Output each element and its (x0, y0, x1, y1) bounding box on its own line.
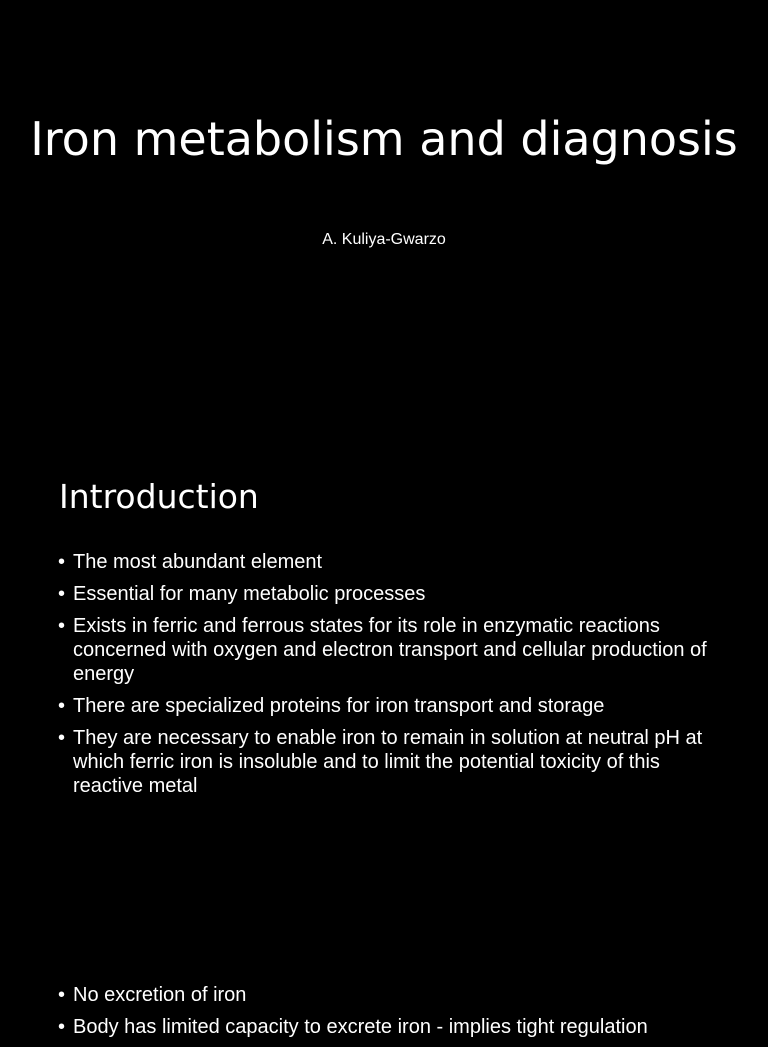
bullet-item (58, 1015, 708, 1039)
bullet-text: There are specialized proteins for iron transport and storage (73, 695, 605, 717)
bullet-item (58, 694, 708, 718)
bullet-text: Body has limited capacity to excrete iron - implies tight regulation (73, 1016, 648, 1038)
bullet-icon: • (58, 1016, 66, 1038)
bullet-icon: • (58, 984, 66, 1006)
bullet-text: No excretion of iron (73, 984, 247, 1006)
bullet-text: Essential for many metabolic processes (73, 583, 426, 605)
bullet-list (58, 983, 708, 1047)
bullet-icon: • (58, 551, 66, 573)
bullet-item (58, 614, 708, 686)
author-subtitle: A. Kuliya-Gwarzo (322, 231, 446, 248)
bullet-list (58, 550, 708, 806)
bullet-text: They are necessary to enable iron to remain in solution at neutral pH at which ferric iron is insoluble and to limit the potential toxicity of this reactive metal (73, 727, 703, 797)
bullet-item (58, 550, 708, 574)
introduction-slide (0, 432, 768, 864)
bullet-icon: • (58, 615, 66, 637)
presentation-title: Iron metabolism and diagnosis (30, 112, 738, 166)
bullet-item (58, 726, 708, 798)
title-slide (0, 0, 768, 432)
bullet-icon: • (58, 583, 66, 605)
bullet-icon: • (58, 727, 66, 749)
bullet-icon: • (58, 695, 66, 717)
bullet-item (58, 983, 708, 1007)
iron-excretion-slide (0, 864, 768, 1038)
slide-title: Introduction (59, 477, 259, 516)
bullet-text: Exists in ferric and ferrous states for its role in enzymatic reactions concerned with oxygen and electron transport and cellular production of energy (73, 615, 707, 685)
bullet-item (58, 582, 708, 606)
bullet-text: The most abundant element (73, 551, 323, 573)
